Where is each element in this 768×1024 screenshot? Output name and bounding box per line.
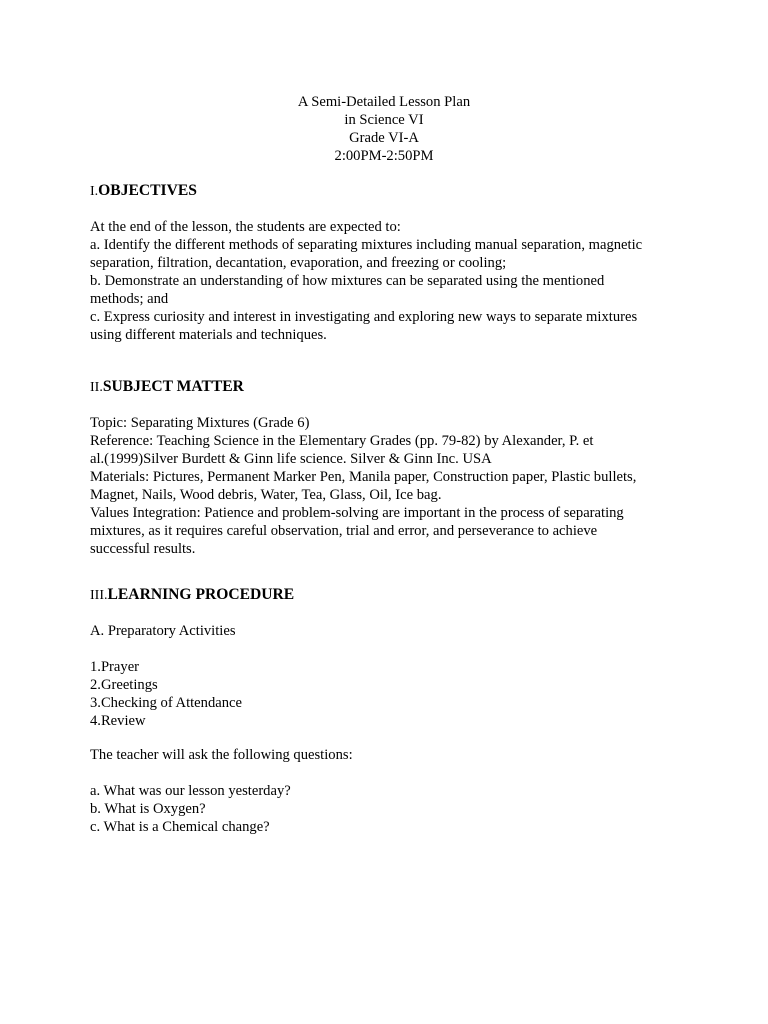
time-line: 2:00PM-2:50PM xyxy=(334,148,434,164)
section-title: OBJECTIVES xyxy=(98,182,197,199)
grade-line: Grade VI-A xyxy=(349,130,419,146)
list-item: 3.Checking of Attendance xyxy=(90,695,242,711)
list-item: 1.Prayer xyxy=(90,659,140,675)
preparatory-steps xyxy=(90,658,680,730)
paragraph-line: b. Demonstrate an understanding of how mixtures can be separated using the mentioned xyxy=(90,273,605,289)
title-line: A Semi-Detailed Lesson Plan xyxy=(297,94,471,110)
list-item: b. What is Oxygen? xyxy=(90,801,206,817)
learning-procedure-heading xyxy=(90,586,294,605)
subject-matter-body xyxy=(90,414,680,558)
subject-matter-heading xyxy=(90,378,244,397)
paragraph-line: Materials: Pictures, Permanent Marker Pen, Manila paper, Construction paper, Plastic bullets, xyxy=(90,469,637,485)
paragraph-line: using different materials and techniques. xyxy=(90,327,327,343)
section-number: I. xyxy=(90,184,99,199)
paragraph-line: Topic: Separating Mixtures (Grade 6) xyxy=(90,415,310,431)
list-item: c. What is a Chemical change? xyxy=(90,819,270,835)
paragraph-line: mixtures, as it requires careful observation, trial and error, and perseverance to achieve xyxy=(90,523,598,539)
list-item: 2.Greetings xyxy=(90,677,158,693)
section-title: LEARNING PROCEDURE xyxy=(107,586,295,603)
paragraph-line: Reference: Teaching Science in the Elementary Grades (pp. 79-82) by Alexander, P. et xyxy=(90,433,594,449)
paragraph-line: c. Express curiosity and interest in investigating and exploring new ways to separate mixtures xyxy=(90,309,638,325)
section-number: II. xyxy=(90,380,103,395)
objectives-body xyxy=(90,218,680,344)
paragraph-line: successful results. xyxy=(90,541,196,557)
paragraph-line: Values Integration: Patience and problem-solving are important in the process of separating xyxy=(90,505,624,521)
title-block xyxy=(0,93,768,165)
review-questions xyxy=(90,782,680,836)
paragraph-line: Magnet, Nails, Wood debris, Water, Tea, Glass, Oil, Ice bag. xyxy=(90,487,442,503)
preparatory-subheading: A. Preparatory Activities xyxy=(90,623,236,639)
paragraph-line: At the end of the lesson, the students are expected to: xyxy=(90,219,401,235)
paragraph-line: al.(1999)Silver Burdett & Ginn life science. Silver & Ginn Inc. USA xyxy=(90,451,492,467)
list-item: a. What was our lesson yesterday? xyxy=(90,783,291,799)
paragraph-line: a. Identify the different methods of separating mixtures including manual separation, magnetic xyxy=(90,237,643,253)
section-title: SUBJECT MATTER xyxy=(102,378,244,395)
objectives-heading xyxy=(90,182,197,201)
paragraph-line: methods; and xyxy=(90,291,169,307)
question-intro: The teacher will ask the following questions: xyxy=(90,747,353,763)
paragraph-line: separation, filtration, decantation, evaporation, and freezing or cooling; xyxy=(90,255,507,271)
list-item: 4.Review xyxy=(90,713,146,729)
subtitle-line: in Science VI xyxy=(344,112,424,128)
section-number: III. xyxy=(90,588,108,603)
